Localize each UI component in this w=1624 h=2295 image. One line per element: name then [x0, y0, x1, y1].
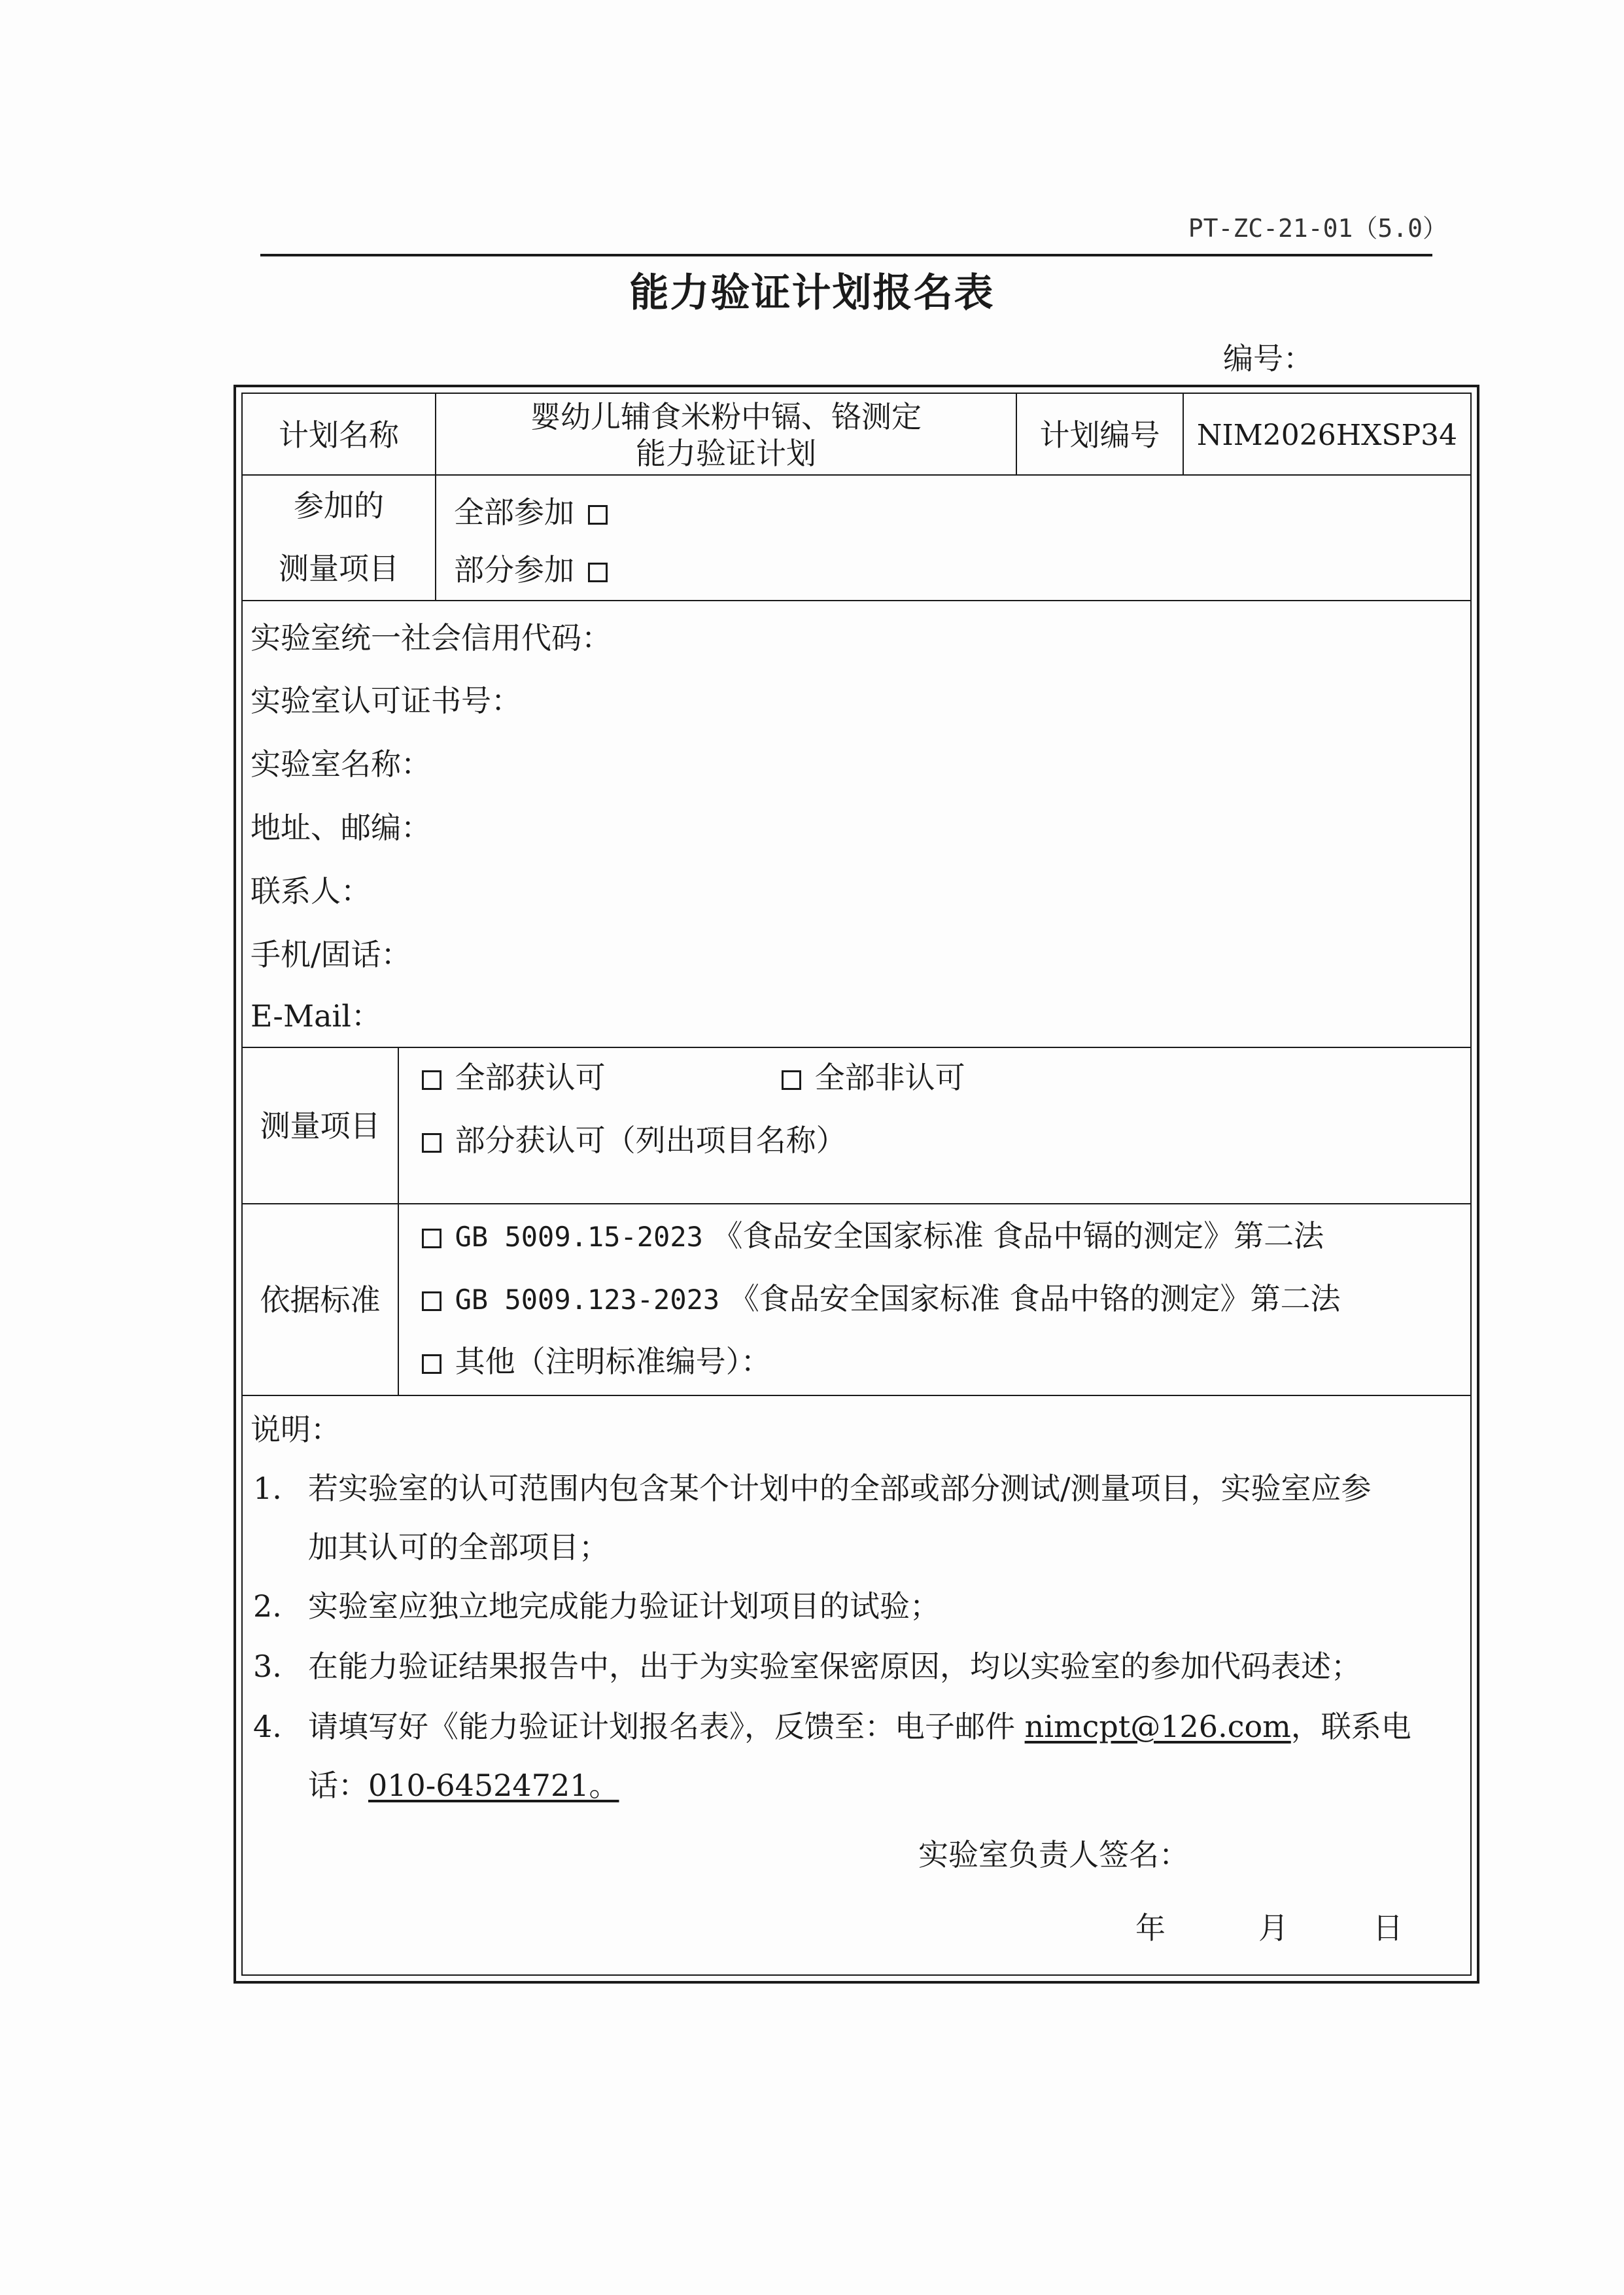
- plan-name-line2: 能力验证计划: [636, 436, 816, 471]
- plan-name-label: 计划名称: [279, 417, 399, 453]
- part-accredited-checkbox[interactable]: [422, 1133, 441, 1153]
- participation-all-checkbox[interactable]: [588, 505, 608, 525]
- participation-all-option[interactable]: [454, 495, 612, 530]
- lab-name-field[interactable]: 实验室名称：: [251, 746, 431, 782]
- standard-2-code: GB 5009.123-2023: [455, 1284, 720, 1316]
- all-not-accredited-checkbox[interactable]: [782, 1070, 801, 1090]
- standard-2-checkbox[interactable]: [422, 1291, 441, 1311]
- address-field[interactable]: 地址、邮编：: [251, 810, 431, 845]
- standard-1-checkbox[interactable]: [422, 1229, 441, 1248]
- standard-2-title: 《食品安全国家标准 食品中铬的测定》第二法: [729, 1281, 1341, 1316]
- participation-label-line2: 测量项目: [279, 551, 399, 586]
- participation-label-line1: 参加的: [294, 488, 384, 523]
- signature-label[interactable]: 实验室负责人签名：: [918, 1837, 1189, 1872]
- serial-number-label: 编号：: [1223, 341, 1313, 376]
- standard-other-option[interactable]: [418, 1344, 771, 1379]
- standard-1-code: GB 5009.15-2023: [455, 1221, 703, 1253]
- all-accredited-checkbox[interactable]: [422, 1070, 441, 1090]
- email-field[interactable]: E-Mail：: [251, 998, 381, 1034]
- feedback-email-link[interactable]: nimcpt@126.com: [1024, 1709, 1291, 1744]
- participation-part-option[interactable]: [454, 552, 612, 587]
- certificate-number-field[interactable]: 实验室认可证书号：: [251, 683, 521, 718]
- phone-field[interactable]: 手机/固话：: [251, 937, 411, 972]
- standard-2-option[interactable]: [418, 1281, 1341, 1316]
- header-divider: [260, 254, 1432, 256]
- contact-field[interactable]: 联系人：: [251, 873, 371, 909]
- note-3-number: 3.: [253, 1649, 282, 1684]
- signature-month: 月: [1258, 1910, 1288, 1946]
- note-4-phone-prefix: 话：: [308, 1768, 368, 1803]
- note-1-number: 1.: [253, 1471, 282, 1506]
- page-title: 能力验证计划报名表: [629, 270, 995, 316]
- note-4-line2: [308, 1768, 619, 1803]
- contact-phone: 010-64524721。: [368, 1768, 619, 1803]
- row-divider: [243, 474, 1470, 476]
- all-accredited-text: 全部获认可: [455, 1060, 606, 1095]
- row-divider: [243, 1203, 1470, 1204]
- accreditation-label: 测量项目: [260, 1108, 381, 1144]
- note-3-text: 在能力验证结果报告中，出于为实验室保密原因，均以实验室的参加代码表述；: [308, 1649, 1361, 1684]
- standard-1-title: 《食品安全国家标准 食品中镉的测定》第二法: [712, 1218, 1324, 1253]
- all-accredited-option[interactable]: [418, 1062, 606, 1093]
- document-code: PT-ZC-21-01（5.0）: [1188, 214, 1447, 243]
- form-table: [241, 393, 1472, 1976]
- standard-1-option[interactable]: [418, 1218, 1324, 1253]
- note-4-number: 4.: [253, 1709, 282, 1744]
- note-1-line2: 加其认可的全部项目；: [308, 1530, 609, 1565]
- standard-other-checkbox[interactable]: [422, 1354, 441, 1374]
- plan-code-value: NIM2026HXSP34: [1196, 419, 1458, 452]
- standard-other-text: 其他（注明标准编号）：: [455, 1344, 771, 1379]
- note-4-prefix: 请填写好《能力验证计划报名表》，反馈至：电子邮件: [308, 1709, 1015, 1744]
- credit-code-field[interactable]: 实验室统一社会信用代码：: [251, 620, 612, 656]
- participation-part-checkbox[interactable]: [588, 563, 608, 582]
- column-divider: [398, 1047, 399, 1395]
- all-not-accredited-option[interactable]: [778, 1062, 965, 1093]
- standards-label: 依据标准: [260, 1282, 381, 1318]
- plan-name-line1: 婴幼儿辅食米粉中镉、铬测定: [530, 399, 922, 434]
- signature-day: 日: [1373, 1910, 1403, 1946]
- row-divider: [243, 1395, 1470, 1396]
- part-accredited-text: 部分获认可（列出项目名称）: [455, 1123, 846, 1158]
- row-divider: [243, 600, 1470, 601]
- note-1-line1: 若实验室的认可范围内包含某个计划中的全部或部分测试/测量项目，实验室应参: [308, 1471, 1372, 1506]
- all-not-accredited-text: 全部非认可: [814, 1060, 965, 1095]
- note-4-line1: [308, 1711, 1411, 1742]
- note-2-number: 2.: [253, 1588, 282, 1624]
- participation-all-text: 全部参加: [454, 495, 574, 530]
- note-2-text: 实验室应独立地完成能力验证计划项目的试验；: [308, 1588, 940, 1624]
- note-4-suffix: ，联系电: [1290, 1709, 1411, 1744]
- notes-heading: 说明：: [251, 1412, 341, 1447]
- plan-code-label: 计划编号: [1039, 417, 1160, 453]
- signature-year: 年: [1135, 1910, 1166, 1946]
- row-divider: [243, 1047, 1470, 1048]
- part-accredited-option[interactable]: [418, 1123, 846, 1158]
- participation-part-text: 部分参加: [454, 552, 574, 587]
